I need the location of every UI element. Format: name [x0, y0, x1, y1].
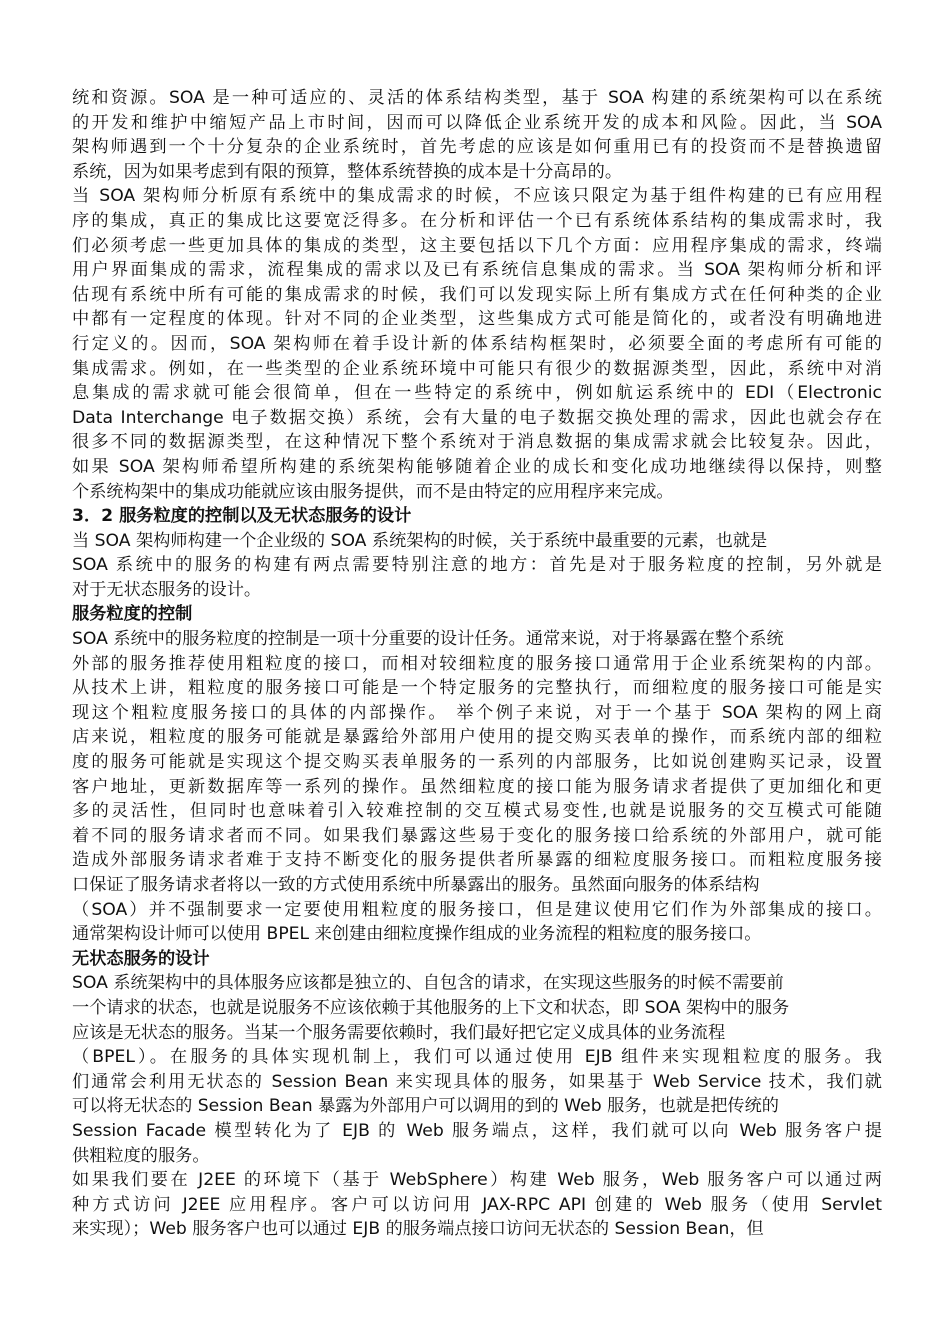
subsection-heading: 无状态服务的设计: [72, 948, 210, 969]
paragraph-line: 着不同的服务请求者而不同。如果我们暴露这些易于变化的服务接口给系统的外部用户，就可能: [72, 825, 882, 846]
paragraph-line: 如果 SOA 架构师希望所构建的系统架构能够随着企业的成长和变化成功地继续得以保持，则整: [72, 456, 882, 477]
paragraph-line: 可以将无状态的 Session Bean 暴露为外部用户可以调用的到的 Web 服务，也就是把传统的: [72, 1096, 779, 1117]
paragraph-line: 们必须考虑一些更加具体的集成的类型，这主要包括以下几个方面：应用程序集成的需求，终端: [72, 235, 882, 256]
paragraph-line: 很多不同的数据源类型，在这种情况下整个系统对于消息数据的集成需求就会比较复杂。因此，: [72, 432, 882, 453]
paragraph-line: 当 SOA 架构师分析原有系统中的集成需求的时候，不应该只限定为基于组件构建的已有应用程: [72, 186, 882, 207]
paragraph-line: 用户界面集成的需求，流程集成的需求以及已有系统信息集成的需求。当 SOA 架构师分析和评: [72, 260, 882, 281]
paragraph-line: 序的集成，真正的集成比这要宽泛得多。在分析和评估一个已有系统体系结构的集成需求时，我: [72, 210, 882, 231]
paragraph-line: SOA 系统中的服务的构建有两点需要特别注意的地方：首先是对于服务粒度的控制，另外就是: [72, 555, 882, 576]
paragraph-line: 度的服务可能就是实现这个提交购买表单服务的一系列的内部服务，比如说创建购买记录，设置: [72, 752, 882, 773]
paragraph-line: 通常架构设计师可以使用 BPEL 来创建由细粒度操作组成的业务流程的粗粒度的服务接口。: [72, 924, 762, 945]
paragraph-line: 一个请求的状态，也就是说服务不应该依赖于其他服务的上下文和状态，即 SOA 架构中的服务: [72, 997, 790, 1018]
paragraph-line: 造成外部服务请求者难于支持不断变化的服务提供者所暴露的细粒度服务接口。而粗粒度服务接: [72, 850, 882, 871]
paragraph-line: 架构师遇到一个十分复杂的企业系统时，首先考虑的应该是如何重用已有的投资而不是替换遗留: [72, 137, 882, 158]
paragraph-line: 如果我们要在 J2EE 的环境下（基于 WebSphere）构建 Web 服务，Web 服务客户可以通过两: [72, 1170, 882, 1191]
paragraph-line: 供粗粒度的服务。: [72, 1145, 210, 1166]
paragraph-line: 们通常会利用无状态的 Session Bean 来实现具体的服务，如果基于 Web Service 技术，我们就: [72, 1071, 882, 1092]
paragraph-line: SOA 系统架构中的具体服务应该都是独立的、自包含的请求，在实现这些服务的时候不需要前: [72, 973, 784, 994]
paragraph-line: 系统，因为如果考虑到有限的预算，整体系统替换的成本是十分高昂的。: [72, 161, 623, 182]
paragraph-line: 当 SOA 架构师构建一个企业级的 SOA 系统架构的时候，关于系统中最重要的元素，也就是: [72, 530, 768, 551]
paragraph-line: （SOA）并不强制要求一定要使用粗粒度的服务接口，但是建议使用它们作为外部集成的接口。: [72, 899, 882, 920]
paragraph-line: 现这个粗粒度服务接口的具体的内部操作。 举个例子来说，对于一个基于 SOA 架构的网上商: [72, 702, 882, 723]
paragraph-line: 对于无状态服务的设计。: [72, 579, 262, 600]
paragraph-line: 客户地址，更新数据库等一系列的操作。虽然细粒度的接口能为服务请求者提供了更加细化和更: [72, 776, 882, 797]
paragraph-line: 来实现）；Web 服务客户也可以通过 EJB 的服务端点接口访问无状态的 Session Bean，但: [72, 1219, 764, 1240]
paragraph-line: 口保证了服务请求者将以一致的方式使用系统中所暴露出的服务。虽然面向服务的体系结构: [72, 875, 760, 895]
paragraph-line: （BPEL）。在服务的具体实现机制上，我们可以通过使用 EJB 组件来实现粗粒度的服务。我: [72, 1047, 882, 1068]
paragraph-line: 店来说，粗粒度的服务可能就是暴露给外部用户使用的提交购买表单的操作，而系统内部的细粒: [72, 727, 882, 748]
paragraph-line: Session Facade 模型转化为了 EJB 的 Web 服务端点，这样，我们就可以向 Web 服务客户提: [72, 1120, 882, 1141]
section-heading: 3．2 服务粒度的控制以及无状态服务的设计: [72, 506, 412, 527]
paragraph-line: 集成需求。例如，在一些类型的企业系统环境中可能只有很少的数据源类型，因此，系统中对消: [72, 358, 882, 379]
paragraph-line: 应该是无状态的服务。当某一个服务需要依赖时，我们最好把它定义成具体的业务流程: [72, 1022, 726, 1043]
subsection-heading: 服务粒度的控制: [72, 604, 193, 625]
paragraph-line: SOA 系统中的服务粒度的控制是一项十分重要的设计任务。通常来说，对于将暴露在整个系统: [72, 629, 784, 650]
paragraph-line: 多的灵活性，但同时也意味着引入较难控制的交互模式易变性,也就是说服务的交互模式可能随: [72, 801, 882, 822]
paragraph-line: 外部的服务推荐使用粗粒度的接口，而相对较细粒度的服务接口通常用于企业系统架构的内部。: [72, 653, 882, 674]
paragraph-line: 种方式访问 J2EE 应用程序。客户可以访问用 JAX-RPC API 创建的 Web 服务（使用 Servlet: [72, 1194, 882, 1215]
paragraph-line: Data Interchange 电子数据交换）系统，会有大量的电子数据交换处理的需求，因此也就会存在: [72, 407, 882, 428]
paragraph-line: 从技术上讲，粗粒度的服务接口可能是一个特定服务的完整执行，而细粒度的服务接口可能是实: [72, 678, 882, 699]
document-page: [72, 86, 882, 1242]
paragraph-line: 的开发和维护中缩短产品上市时间，因而可以降低企业系统开发的成本和风险。因此，当 SOA: [72, 112, 882, 133]
paragraph-line: 行定义的。因而，SOA 架构师在着手设计新的体系结构框架时，必须要全面的考虑所有可能的: [72, 333, 882, 354]
paragraph-line: 息集成的需求就可能会很简单，但在一些特定的系统中，例如航运系统中的 EDI（Electronic: [72, 383, 882, 404]
paragraph-line: 个系统构架中的集成功能就应该由服务提供，而不是由特定的应用程序来完成。: [72, 481, 674, 502]
paragraph-line: 中都有一定程度的体现。针对不同的企业类型，这些集成方式可能是简化的，或者没有明确地进: [72, 309, 882, 330]
paragraph-line: 统和资源。SOA 是一种可适应的、灵活的体系结构类型，基于 SOA 构建的系统架构可以在系统: [72, 88, 882, 108]
paragraph-line: 估现有系统中所有可能的集成需求的时候，我们可以发现实际上所有集成方式在任何种类的企业: [72, 284, 882, 305]
